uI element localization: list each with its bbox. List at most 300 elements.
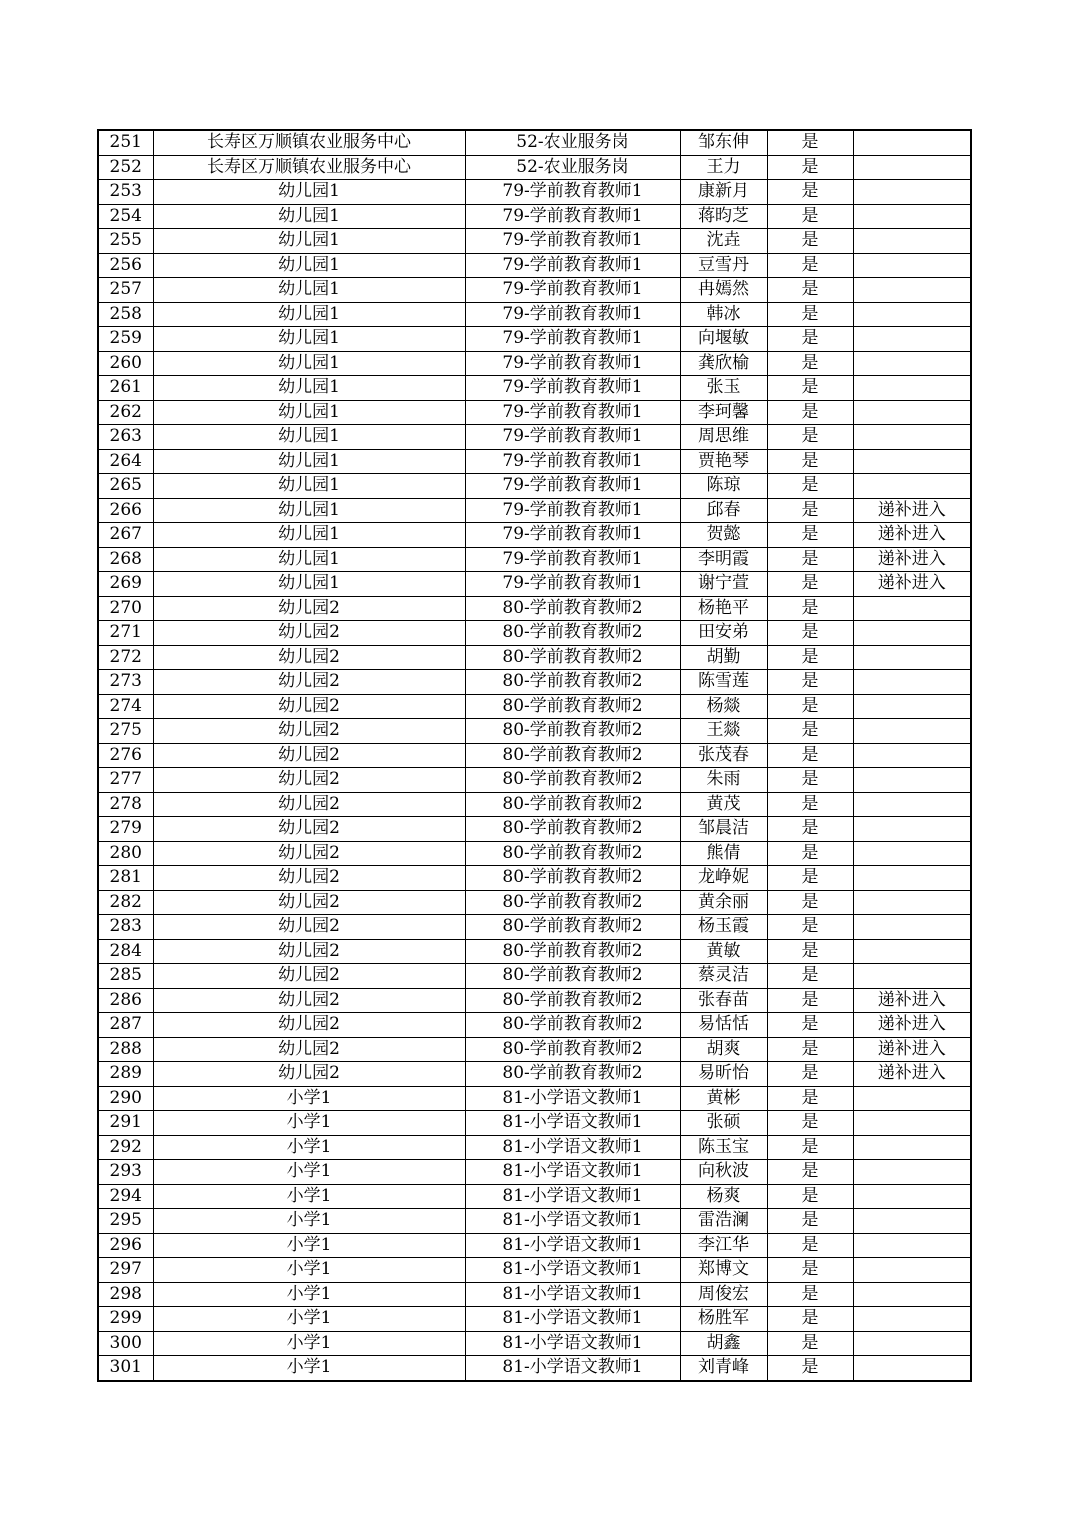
cell-note (853, 400, 971, 425)
table-row (98, 1184, 971, 1209)
cell-note (853, 327, 971, 352)
cell-number: 253 (98, 180, 153, 205)
table-row (98, 1135, 971, 1160)
cell-number: 269 (98, 572, 153, 597)
cell-name: 龙峥妮 (680, 866, 767, 891)
cell-qualified: 是 (767, 278, 853, 303)
cell-post: 52-农业服务岗 (465, 130, 680, 155)
cell-qualified: 是 (767, 1160, 853, 1185)
table-row (98, 253, 971, 278)
cell-note (853, 278, 971, 303)
cell-name: 向秋波 (680, 1160, 767, 1185)
cell-unit: 小学1 (153, 1356, 465, 1381)
cell-qualified: 是 (767, 621, 853, 646)
cell-post: 80-学前教育教师2 (465, 866, 680, 891)
cell-unit: 小学1 (153, 1184, 465, 1209)
cell-name: 王力 (680, 155, 767, 180)
cell-post: 80-学前教育教师2 (465, 621, 680, 646)
cell-unit: 幼儿园1 (153, 400, 465, 425)
table-row (98, 915, 971, 940)
cell-number: 281 (98, 866, 153, 891)
table-row (98, 1013, 971, 1038)
cell-note (853, 180, 971, 205)
cell-qualified: 是 (767, 670, 853, 695)
cell-qualified: 是 (767, 841, 853, 866)
table-row (98, 1062, 971, 1087)
table-row (98, 817, 971, 842)
cell-name: 雷浩澜 (680, 1209, 767, 1234)
cell-number: 279 (98, 817, 153, 842)
cell-post: 79-学前教育教师1 (465, 376, 680, 401)
cell-unit: 幼儿园2 (153, 694, 465, 719)
cell-name: 黄彬 (680, 1086, 767, 1111)
cell-note (853, 792, 971, 817)
table-row (98, 939, 971, 964)
cell-number: 288 (98, 1037, 153, 1062)
table-row (98, 572, 971, 597)
cell-note: 递补进入 (853, 988, 971, 1013)
cell-name: 沈垚 (680, 229, 767, 254)
cell-number: 264 (98, 449, 153, 474)
cell-qualified: 是 (767, 939, 853, 964)
cell-note (853, 1135, 971, 1160)
cell-qualified: 是 (767, 1233, 853, 1258)
cell-unit: 幼儿园1 (153, 547, 465, 572)
cell-qualified: 是 (767, 1086, 853, 1111)
cell-qualified: 是 (767, 1331, 853, 1356)
cell-number: 285 (98, 964, 153, 989)
cell-note (853, 204, 971, 229)
cell-number: 284 (98, 939, 153, 964)
cell-number: 255 (98, 229, 153, 254)
table-row (98, 327, 971, 352)
cell-unit: 幼儿园1 (153, 253, 465, 278)
cell-name: 黄余丽 (680, 890, 767, 915)
cell-qualified: 是 (767, 523, 853, 548)
cell-qualified: 是 (767, 376, 853, 401)
cell-number: 254 (98, 204, 153, 229)
cell-unit: 幼儿园2 (153, 939, 465, 964)
cell-number: 251 (98, 130, 153, 155)
cell-post: 81-小学语文教师1 (465, 1086, 680, 1111)
cell-name: 张春苗 (680, 988, 767, 1013)
cell-unit: 幼儿园2 (153, 719, 465, 744)
cell-note (853, 866, 971, 891)
cell-qualified: 是 (767, 890, 853, 915)
table-row (98, 523, 971, 548)
cell-number: 300 (98, 1331, 153, 1356)
cell-number: 291 (98, 1111, 153, 1136)
cell-post: 79-学前教育教师1 (465, 572, 680, 597)
cell-unit: 幼儿园2 (153, 1013, 465, 1038)
cell-qualified: 是 (767, 1062, 853, 1087)
cell-note (853, 1356, 971, 1381)
cell-post: 80-学前教育教师2 (465, 964, 680, 989)
cell-unit: 小学1 (153, 1086, 465, 1111)
cell-unit: 幼儿园1 (153, 204, 465, 229)
cell-unit: 幼儿园2 (153, 964, 465, 989)
cell-note (853, 841, 971, 866)
cell-qualified: 是 (767, 400, 853, 425)
cell-number: 270 (98, 596, 153, 621)
cell-qualified: 是 (767, 1037, 853, 1062)
cell-qualified: 是 (767, 1282, 853, 1307)
cell-post: 80-学前教育教师2 (465, 1037, 680, 1062)
cell-unit: 幼儿园2 (153, 1062, 465, 1087)
cell-qualified: 是 (767, 694, 853, 719)
cell-unit: 幼儿园1 (153, 351, 465, 376)
table-row (98, 1258, 971, 1283)
table-row (98, 425, 971, 450)
cell-number: 260 (98, 351, 153, 376)
cell-unit: 幼儿园1 (153, 180, 465, 205)
cell-number: 272 (98, 645, 153, 670)
table-row (98, 694, 971, 719)
table-row (98, 1331, 971, 1356)
cell-unit: 小学1 (153, 1258, 465, 1283)
table-row (98, 400, 971, 425)
cell-name: 胡爽 (680, 1037, 767, 1062)
cell-note (853, 743, 971, 768)
cell-qualified: 是 (767, 1258, 853, 1283)
cell-note: 递补进入 (853, 572, 971, 597)
cell-note (853, 302, 971, 327)
cell-qualified: 是 (767, 498, 853, 523)
table-row (98, 596, 971, 621)
cell-post: 80-学前教育教师2 (465, 939, 680, 964)
cell-qualified: 是 (767, 964, 853, 989)
cell-note: 递补进入 (853, 523, 971, 548)
cell-unit: 幼儿园1 (153, 572, 465, 597)
cell-number: 275 (98, 719, 153, 744)
cell-number: 267 (98, 523, 153, 548)
table-row (98, 155, 971, 180)
cell-unit: 幼儿园1 (153, 425, 465, 450)
cell-note: 递补进入 (853, 547, 971, 572)
table-row (98, 180, 971, 205)
cell-unit: 幼儿园1 (153, 327, 465, 352)
cell-post: 80-学前教育教师2 (465, 1013, 680, 1038)
table-row (98, 1111, 971, 1136)
cell-post: 80-学前教育教师2 (465, 768, 680, 793)
cell-post: 81-小学语文教师1 (465, 1111, 680, 1136)
cell-name: 熊倩 (680, 841, 767, 866)
cell-note (853, 253, 971, 278)
cell-name: 朱雨 (680, 768, 767, 793)
cell-number: 262 (98, 400, 153, 425)
cell-number: 282 (98, 890, 153, 915)
roster-table-body (98, 130, 971, 1381)
cell-post: 79-学前教育教师1 (465, 425, 680, 450)
cell-number: 256 (98, 253, 153, 278)
cell-qualified: 是 (767, 1307, 853, 1332)
cell-note: 递补进入 (853, 498, 971, 523)
table-row (98, 302, 971, 327)
cell-name: 陈玉宝 (680, 1135, 767, 1160)
cell-name: 李珂馨 (680, 400, 767, 425)
cell-note (853, 670, 971, 695)
cell-name: 蒋昀芝 (680, 204, 767, 229)
cell-note (853, 351, 971, 376)
cell-number: 266 (98, 498, 153, 523)
cell-qualified: 是 (767, 1111, 853, 1136)
cell-number: 290 (98, 1086, 153, 1111)
table-row (98, 866, 971, 891)
cell-number: 252 (98, 155, 153, 180)
table-row (98, 1209, 971, 1234)
cell-note (853, 915, 971, 940)
cell-note (853, 694, 971, 719)
cell-qualified: 是 (767, 180, 853, 205)
cell-post: 80-学前教育教师2 (465, 817, 680, 842)
cell-name: 胡鑫 (680, 1331, 767, 1356)
cell-note (853, 449, 971, 474)
cell-qualified: 是 (767, 351, 853, 376)
table-row (98, 474, 971, 499)
cell-qualified: 是 (767, 1135, 853, 1160)
cell-note (853, 719, 971, 744)
cell-name: 龚欣榆 (680, 351, 767, 376)
cell-note (853, 155, 971, 180)
cell-note (853, 817, 971, 842)
cell-qualified: 是 (767, 719, 853, 744)
cell-unit: 幼儿园2 (153, 768, 465, 793)
cell-post: 80-学前教育教师2 (465, 670, 680, 695)
cell-unit: 幼儿园1 (153, 278, 465, 303)
cell-post: 80-学前教育教师2 (465, 890, 680, 915)
cell-qualified: 是 (767, 915, 853, 940)
cell-name: 田安弟 (680, 621, 767, 646)
cell-qualified: 是 (767, 817, 853, 842)
cell-name: 贾艳琴 (680, 449, 767, 474)
cell-note (853, 1184, 971, 1209)
cell-note (853, 1160, 971, 1185)
cell-note (853, 130, 971, 155)
cell-unit: 幼儿园2 (153, 890, 465, 915)
cell-unit: 幼儿园1 (153, 302, 465, 327)
cell-qualified: 是 (767, 1209, 853, 1234)
cell-name: 张硕 (680, 1111, 767, 1136)
cell-post: 79-学前教育教师1 (465, 253, 680, 278)
cell-unit: 幼儿园1 (153, 498, 465, 523)
table-row (98, 229, 971, 254)
cell-number: 259 (98, 327, 153, 352)
cell-name: 张玉 (680, 376, 767, 401)
cell-name: 贺懿 (680, 523, 767, 548)
cell-note (853, 890, 971, 915)
cell-unit: 幼儿园2 (153, 1037, 465, 1062)
cell-note (853, 1209, 971, 1234)
cell-post: 80-学前教育教师2 (465, 1062, 680, 1087)
cell-note (853, 596, 971, 621)
cell-qualified: 是 (767, 1356, 853, 1381)
cell-number: 268 (98, 547, 153, 572)
cell-post: 52-农业服务岗 (465, 155, 680, 180)
cell-number: 289 (98, 1062, 153, 1087)
cell-name: 周俊宏 (680, 1282, 767, 1307)
cell-unit: 幼儿园2 (153, 645, 465, 670)
cell-qualified: 是 (767, 155, 853, 180)
cell-post: 81-小学语文教师1 (465, 1258, 680, 1283)
cell-post: 81-小学语文教师1 (465, 1307, 680, 1332)
cell-post: 80-学前教育教师2 (465, 694, 680, 719)
cell-unit: 幼儿园1 (153, 449, 465, 474)
table-row (98, 547, 971, 572)
cell-qualified: 是 (767, 327, 853, 352)
cell-name: 刘青峰 (680, 1356, 767, 1381)
cell-unit: 小学1 (153, 1160, 465, 1185)
cell-number: 276 (98, 743, 153, 768)
cell-qualified: 是 (767, 474, 853, 499)
table-row (98, 964, 971, 989)
cell-note (853, 964, 971, 989)
table-row (98, 670, 971, 695)
table-row (98, 1233, 971, 1258)
cell-post: 81-小学语文教师1 (465, 1356, 680, 1381)
cell-name: 胡勤 (680, 645, 767, 670)
cell-number: 298 (98, 1282, 153, 1307)
cell-number: 286 (98, 988, 153, 1013)
cell-unit: 小学1 (153, 1331, 465, 1356)
cell-number: 263 (98, 425, 153, 450)
cell-post: 80-学前教育教师2 (465, 743, 680, 768)
table-row (98, 204, 971, 229)
cell-number: 257 (98, 278, 153, 303)
cell-unit: 幼儿园2 (153, 792, 465, 817)
cell-qualified: 是 (767, 768, 853, 793)
cell-unit: 小学1 (153, 1282, 465, 1307)
cell-name: 黄茂 (680, 792, 767, 817)
cell-qualified: 是 (767, 1184, 853, 1209)
cell-qualified: 是 (767, 130, 853, 155)
cell-number: 292 (98, 1135, 153, 1160)
cell-number: 287 (98, 1013, 153, 1038)
table-row (98, 743, 971, 768)
cell-post: 79-学前教育教师1 (465, 229, 680, 254)
cell-unit: 小学1 (153, 1111, 465, 1136)
cell-qualified: 是 (767, 988, 853, 1013)
cell-name: 李明霞 (680, 547, 767, 572)
cell-unit: 幼儿园2 (153, 866, 465, 891)
cell-post: 81-小学语文教师1 (465, 1233, 680, 1258)
cell-post: 80-学前教育教师2 (465, 596, 680, 621)
cell-post: 80-学前教育教师2 (465, 645, 680, 670)
cell-post: 80-学前教育教师2 (465, 792, 680, 817)
cell-post: 81-小学语文教师1 (465, 1184, 680, 1209)
table-row (98, 1307, 971, 1332)
cell-name: 易恬恬 (680, 1013, 767, 1038)
table-row (98, 449, 971, 474)
cell-number: 274 (98, 694, 153, 719)
cell-qualified: 是 (767, 425, 853, 450)
cell-post: 79-学前教育教师1 (465, 449, 680, 474)
table-row (98, 1282, 971, 1307)
table-row (98, 498, 971, 523)
cell-name: 杨玉霞 (680, 915, 767, 940)
cell-post: 79-学前教育教师1 (465, 547, 680, 572)
cell-number: 261 (98, 376, 153, 401)
table-row (98, 130, 971, 155)
cell-unit: 幼儿园1 (153, 229, 465, 254)
cell-note (853, 939, 971, 964)
cell-qualified: 是 (767, 572, 853, 597)
table-row (98, 1086, 971, 1111)
cell-unit: 幼儿园2 (153, 988, 465, 1013)
cell-post: 81-小学语文教师1 (465, 1282, 680, 1307)
cell-note (853, 1331, 971, 1356)
cell-name: 陈雪莲 (680, 670, 767, 695)
cell-note (853, 474, 971, 499)
cell-qualified: 是 (767, 253, 853, 278)
cell-name: 邹晨洁 (680, 817, 767, 842)
cell-qualified: 是 (767, 596, 853, 621)
cell-name: 邹东伸 (680, 130, 767, 155)
cell-note (853, 1111, 971, 1136)
cell-name: 杨爽 (680, 1184, 767, 1209)
cell-note: 递补进入 (853, 1037, 971, 1062)
cell-name: 邱春 (680, 498, 767, 523)
cell-note (853, 229, 971, 254)
cell-post: 79-学前教育教师1 (465, 327, 680, 352)
cell-unit: 幼儿园2 (153, 621, 465, 646)
cell-qualified: 是 (767, 449, 853, 474)
table-row (98, 792, 971, 817)
cell-number: 265 (98, 474, 153, 499)
cell-unit: 幼儿园1 (153, 474, 465, 499)
table-row (98, 1037, 971, 1062)
cell-number: 271 (98, 621, 153, 646)
cell-number: 301 (98, 1356, 153, 1381)
table-row (98, 621, 971, 646)
table-row (98, 719, 971, 744)
cell-note (853, 1282, 971, 1307)
cell-post: 79-学前教育教师1 (465, 351, 680, 376)
cell-number: 296 (98, 1233, 153, 1258)
cell-qualified: 是 (767, 229, 853, 254)
cell-post: 79-学前教育教师1 (465, 204, 680, 229)
cell-unit: 小学1 (153, 1233, 465, 1258)
roster-table (97, 129, 972, 1382)
table-row (98, 376, 971, 401)
cell-unit: 小学1 (153, 1135, 465, 1160)
cell-name: 豆雪丹 (680, 253, 767, 278)
table-row (98, 1160, 971, 1185)
cell-qualified: 是 (767, 1013, 853, 1038)
cell-name: 冉嫣然 (680, 278, 767, 303)
cell-number: 283 (98, 915, 153, 940)
table-row (98, 351, 971, 376)
cell-number: 280 (98, 841, 153, 866)
cell-unit: 幼儿园2 (153, 841, 465, 866)
cell-unit: 幼儿园2 (153, 596, 465, 621)
cell-name: 谢宁萱 (680, 572, 767, 597)
cell-number: 258 (98, 302, 153, 327)
cell-note: 递补进入 (853, 1062, 971, 1087)
cell-unit: 小学1 (153, 1307, 465, 1332)
cell-post: 79-学前教育教师1 (465, 278, 680, 303)
table-row (98, 768, 971, 793)
cell-note: 递补进入 (853, 1013, 971, 1038)
cell-name: 黄敏 (680, 939, 767, 964)
cell-name: 陈琼 (680, 474, 767, 499)
cell-note (853, 1258, 971, 1283)
cell-qualified: 是 (767, 547, 853, 572)
cell-unit: 幼儿园2 (153, 670, 465, 695)
cell-number: 277 (98, 768, 153, 793)
cell-name: 向堰敏 (680, 327, 767, 352)
cell-name: 王燚 (680, 719, 767, 744)
cell-name: 周思维 (680, 425, 767, 450)
